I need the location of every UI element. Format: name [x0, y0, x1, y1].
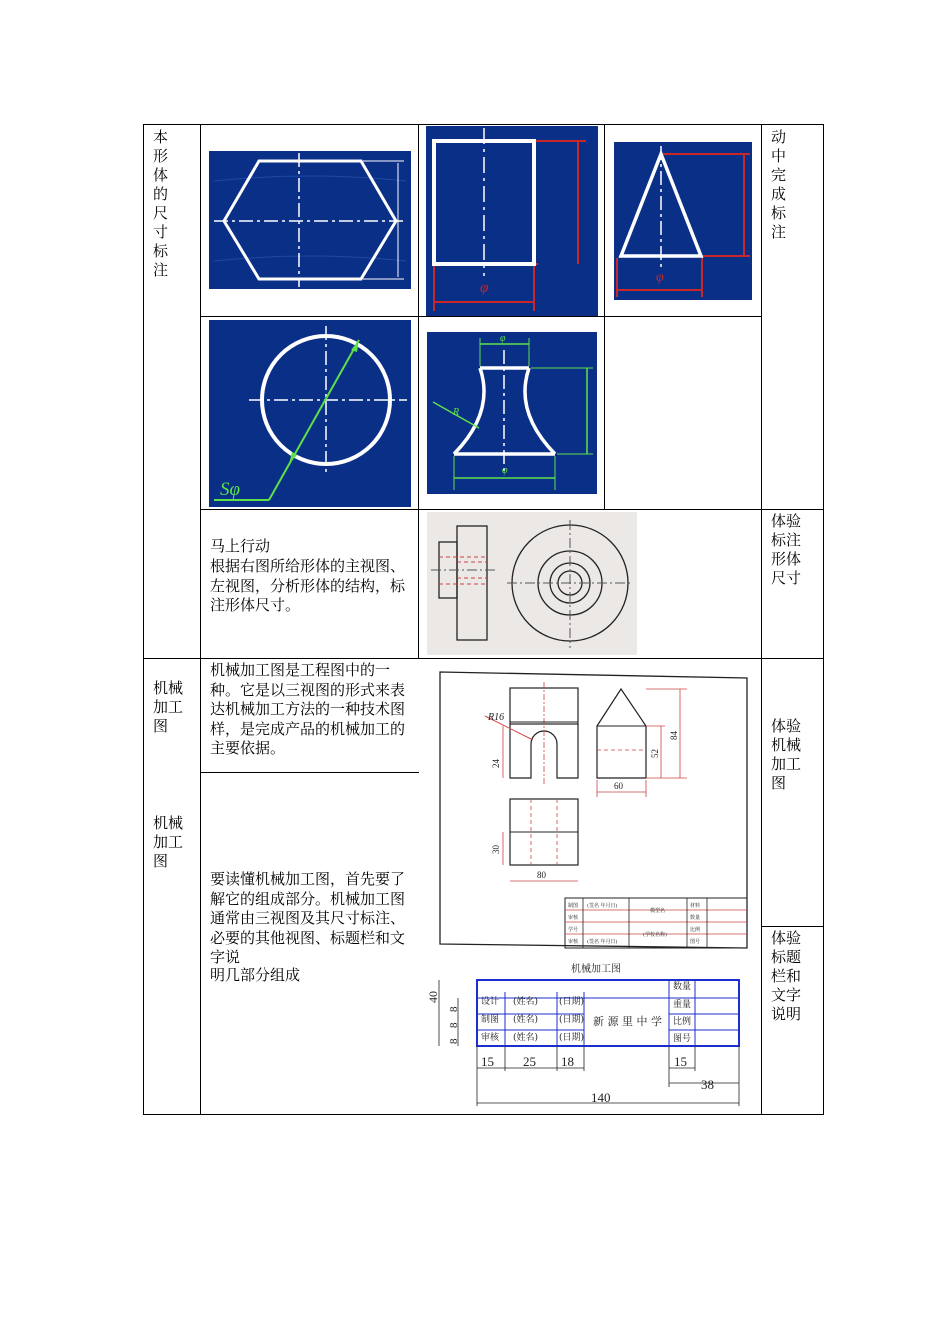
dim-15: 15: [481, 1054, 494, 1069]
col-divider-2: [761, 124, 762, 1115]
col-divider-1: [200, 124, 201, 1115]
col-divider-3: [418, 124, 419, 659]
mech-parts-text-end: 明几部分组成: [210, 966, 301, 984]
activity-label-titleblock: 体验标题栏和文字说明: [771, 929, 802, 1023]
tb-scale: 比例: [673, 1017, 692, 1027]
dim-84: 84: [669, 731, 679, 740]
section-label-mech-drawing: 机械加工图: [153, 679, 184, 735]
cylinder-figure: [426, 126, 598, 316]
task-title: 马上行动: [210, 537, 271, 555]
activity-label-mech-drawing: 体验机械加工图: [771, 717, 802, 792]
tb-name: (签名 年月日): [587, 939, 618, 945]
task-text: 根据右图所给形体的主视图、左视图，分析形体的结构，标注形体尺寸。: [210, 557, 406, 614]
cone-figure: [614, 142, 752, 300]
tb-label: 审核: [568, 915, 579, 921]
tb-review: 审核: [481, 1033, 500, 1043]
row-divider-5: [761, 926, 824, 927]
tb-draft-date: (日期): [559, 1015, 585, 1025]
tb-design-date: (日期): [559, 997, 585, 1007]
dim-r16: R16: [488, 712, 505, 723]
dim-18: 18: [561, 1054, 574, 1069]
tb-draft: 制图: [481, 1015, 500, 1025]
dim-40: 40: [426, 991, 440, 1003]
sphere-figure: [209, 320, 411, 507]
row-divider-4: [200, 772, 419, 773]
table-top-border: [143, 124, 824, 125]
tb-draft-name: (姓名): [513, 1015, 539, 1025]
section-label-mech-drawing-2: 机械加工图: [153, 814, 184, 870]
tb-review-name: (姓名): [513, 1033, 539, 1043]
mech-intro-text: 机械加工图是工程图中的一种。它是以三视图的形式来表达机械加工方法的一种技术图样，是完成产品的机械加工的主要依据。: [210, 661, 406, 757]
dim-60: 60: [614, 781, 623, 791]
dim-52: 52: [650, 749, 660, 758]
mech-parts-text: 要读懂机械加工图，首先要了解它的组成部分。机械加工图通常由三视图及其尺寸标注、必要的其他视图、标题栏和文字说: [210, 870, 406, 966]
diameter-label: φ: [656, 270, 664, 285]
tb-label: 学号: [568, 927, 579, 933]
table-left-border: [143, 124, 144, 1115]
tb-school: (学校名称): [643, 932, 667, 938]
tb-col: 材料: [690, 903, 701, 909]
table-bottom-border: [143, 1114, 824, 1115]
tb-design-name: (姓名): [513, 997, 539, 1007]
tb-school-name: 新 源 里 中 学: [593, 1015, 662, 1028]
diameter-label: φ: [502, 465, 508, 476]
dim-30: 30: [491, 845, 501, 854]
diameter-label: φ: [500, 333, 506, 344]
activity-label-dimension: 体验标注形体尺寸: [771, 512, 802, 587]
dim-24: 24: [491, 759, 501, 768]
tb-part: 模型名: [650, 908, 666, 914]
tb-col: 数量: [690, 915, 701, 921]
row-divider-3: [143, 658, 824, 659]
flange-views-figure: [427, 512, 637, 655]
tb-design: 设计: [481, 997, 500, 1007]
dim-8: 8: [448, 1038, 460, 1044]
dim-140: 140: [591, 1090, 611, 1105]
activity-label-complete: 动中完成标注: [771, 128, 787, 241]
dim-8: 8: [448, 1006, 460, 1012]
dim-8: 8: [448, 1022, 460, 1028]
tb-col: 图号: [690, 939, 701, 945]
titleblock-dimensions-figure: [425, 975, 758, 1114]
tb-review-date: (日期): [559, 1033, 585, 1043]
diameter-label: φ: [480, 280, 489, 296]
mech-drawing-figure: [425, 662, 760, 975]
row-divider-2: [200, 509, 824, 510]
sphere-diameter-label: Sφ: [220, 479, 241, 500]
dim-80: 80: [537, 870, 546, 880]
dim-38: 38: [701, 1077, 714, 1092]
drawing-caption: 机械加工图: [571, 964, 621, 975]
tb-label: 审核: [568, 939, 579, 945]
hyperboloid-figure: [427, 332, 597, 494]
dim-15b: 15: [674, 1054, 687, 1069]
tb-quantity: 数量: [673, 982, 692, 992]
section-label-dimensioning: 本形体的尺寸标注: [153, 128, 169, 279]
tb-weight: 重量: [673, 1000, 692, 1010]
tb-col: 比例: [690, 927, 701, 933]
table-right-border: [823, 124, 824, 1115]
tb-label: 制图: [568, 903, 579, 909]
row-divider-1: [200, 316, 762, 317]
radius-label: R: [453, 407, 460, 418]
hexagon-figure: [209, 151, 411, 289]
tb-drawing-no: 图号: [673, 1034, 692, 1044]
dim-25: 25: [523, 1054, 536, 1069]
tb-name: (签名 年月日): [587, 903, 618, 909]
